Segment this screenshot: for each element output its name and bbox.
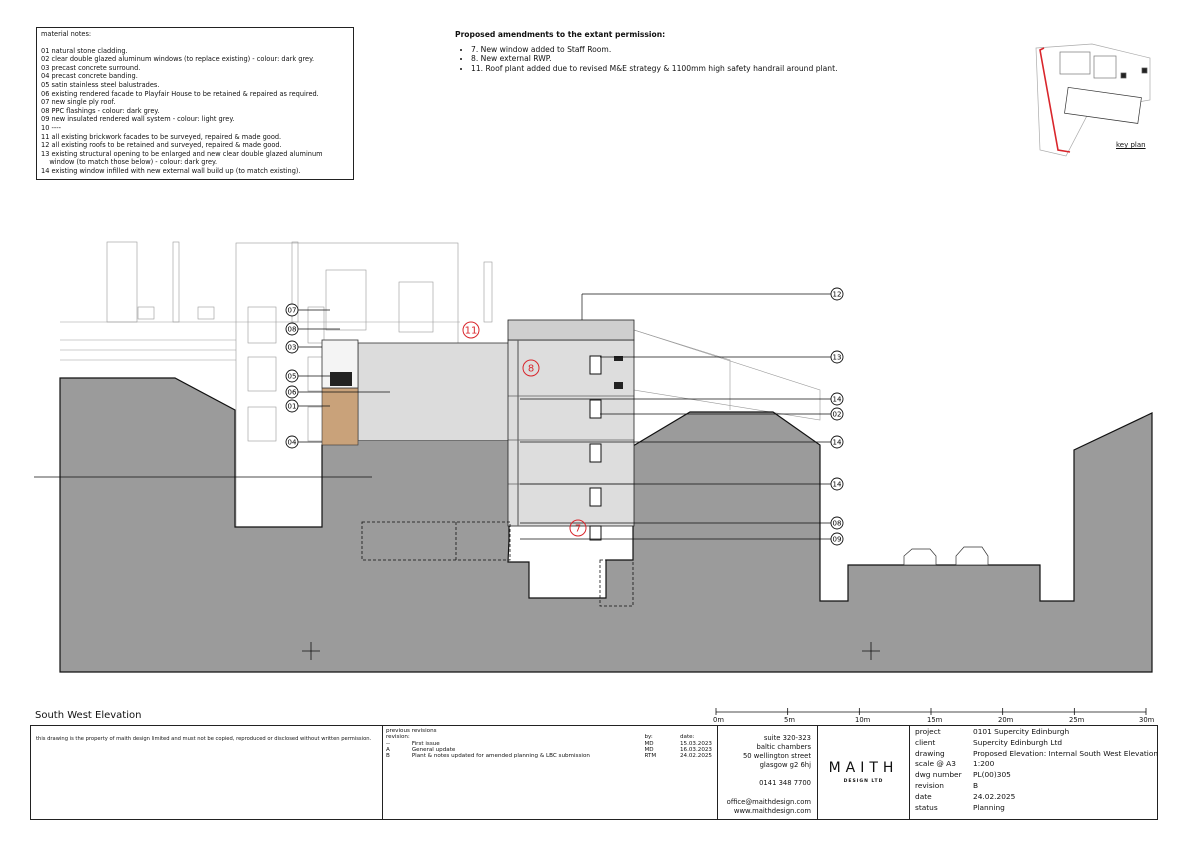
previous-revisions-label: previous revisions (386, 728, 437, 734)
callout-number: 08 (832, 519, 842, 528)
material-note: 03 precast concrete surround. (41, 63, 141, 72)
scale-label: 10m (855, 716, 871, 724)
rev-desc: General update (411, 746, 456, 753)
amendment-callout-number: 11 (464, 325, 478, 337)
rev-desc: Plant & notes updated for amended planning & LBC submission (411, 753, 590, 760)
material-note: 13 existing structural opening to be enlarged and new clear double glazed aluminum (41, 149, 323, 158)
key-plan-label: key plan (1116, 141, 1146, 149)
material-note: 08 PPC flashings - colour: dark grey. (41, 106, 160, 115)
key-plan (1036, 44, 1150, 156)
scale-label: 30m (1139, 716, 1155, 724)
rev-date: 16.03.2023 (679, 746, 712, 753)
amendment-callout-number: 7 (574, 523, 582, 535)
logo-text: MAITH (828, 760, 899, 776)
copyright-disclaimer: this drawing is the property of maith design limited and must not be copied, reproduced or disclosed without written permission. (31, 726, 383, 819)
by-header: by: (644, 734, 653, 741)
info-key: client (915, 737, 936, 747)
revisions-panel (383, 726, 718, 819)
info-key: drawing (915, 748, 945, 758)
info-key: dwg number (915, 770, 962, 780)
revisions-table (386, 734, 714, 759)
info-value: B (973, 780, 979, 790)
info-value: Supercity Edinburgh Ltd (973, 737, 1063, 747)
info-value: 24.02.2025 (973, 791, 1016, 801)
scale-label: 5m (784, 716, 795, 724)
web-link[interactable]: www.maithdesign.com (733, 807, 811, 815)
rendered-facade (358, 343, 510, 440)
rev-desc: First issue (411, 740, 440, 747)
material-note: window (to match those below) - colour: dark grey. (41, 158, 218, 167)
info-value: Planning (973, 802, 1005, 812)
callout-number: 13 (832, 353, 842, 362)
main-building (508, 320, 634, 540)
elevation-title: South West Elevation (35, 710, 142, 721)
material-note: 05 satin stainless steel balustrades. (41, 80, 160, 89)
material-note: 14 existing window infilled with new external wall build up (to match existing). (41, 166, 301, 175)
info-row (915, 727, 1159, 738)
callout-number: 09 (832, 535, 842, 544)
rev-header: revision: (386, 734, 410, 741)
info-row (915, 803, 1159, 814)
info-row (915, 738, 1159, 749)
amendment-item: • 7. New window added to Staff Room. (471, 45, 838, 54)
rev-date: 15.03.2023 (679, 740, 712, 747)
material-notes-title: material notes: (41, 30, 92, 38)
address-line: glasgow g2 6hj (759, 761, 811, 769)
amendments-title: Proposed amendments to the extant permission: (455, 30, 666, 39)
callout-number: 08 (287, 325, 297, 334)
amendment-callout-number: 8 (527, 363, 535, 375)
amendment-item: • 11. Roof plant added due to revised M&E strategy & 1100mm high safety handrail around plant. (471, 64, 838, 73)
date-header: date: (679, 734, 695, 741)
callout-number: 14 (832, 438, 842, 447)
rev-date: 24.02.2025 (679, 753, 712, 760)
info-row (915, 749, 1159, 760)
info-row (915, 781, 1159, 792)
stone-cladding (322, 340, 358, 445)
rev-code: A (386, 746, 390, 753)
rev-code: -- (386, 740, 391, 747)
info-value: Proposed Elevation: Internal South West Elevation (973, 748, 1159, 758)
info-key: project (915, 727, 941, 736)
material-note: 12 all existing roofs to be retained and surveyed, repaired & made good. (41, 141, 282, 150)
email-link[interactable]: office@maithdesign.com (726, 798, 811, 806)
material-note: 01 natural stone cladding. (41, 46, 128, 55)
rev-by: RTM (644, 753, 657, 760)
material-note: 06 existing rendered facade to Playfair House to be retained & repaired as required. (41, 89, 319, 98)
scale-label: 0m (713, 716, 724, 724)
material-note: 11 all existing brickwork facades to be surveyed, repaired & made good. (41, 132, 282, 141)
info-key: status (915, 802, 938, 812)
rev-by: MD (644, 746, 654, 753)
info-value: 0101 Supercity Edinburgh (973, 727, 1070, 736)
scale-label: 20m (998, 716, 1014, 724)
callout-number: 01 (287, 402, 297, 411)
info-key: date (915, 791, 932, 801)
info-key: revision (915, 780, 944, 790)
material-note: 04 precast concrete banding. (41, 72, 138, 81)
material-note: 10 ---- (41, 123, 62, 132)
address-line: 50 wellington street (742, 752, 811, 760)
callout-number: 06 (287, 388, 297, 397)
address-line: suite 320-323 (763, 734, 811, 742)
scale-bar (716, 708, 1146, 715)
rev-by: MD (644, 740, 654, 747)
material-note: 07 new single ply roof. (41, 98, 116, 107)
info-row (915, 759, 1159, 770)
rev-code: B (386, 753, 390, 760)
car-silhouettes (904, 547, 988, 565)
revision-row (386, 753, 714, 759)
info-value: PL(00)305 (973, 770, 1011, 780)
callout-number: 02 (832, 410, 842, 419)
logo-subtext: DESIGN LTD (843, 779, 884, 784)
office-address (718, 726, 818, 819)
material-note: 02 clear double glazed aluminum windows (to replace existing) - colour: dark grey. (41, 55, 315, 64)
callout-number: 14 (832, 480, 842, 489)
info-value: 1:200 (973, 759, 995, 769)
scale-label: 15m (927, 716, 943, 724)
drawing-info (910, 726, 1159, 819)
info-key: scale @ A3 (915, 759, 956, 769)
company-logo (818, 726, 910, 819)
callout-number: 07 (287, 306, 297, 315)
callout-number: 14 (832, 395, 842, 404)
callout-number: 04 (287, 438, 297, 447)
amendment-item: • 8. New external RWP. (471, 54, 838, 63)
material-note: 09 new insulated rendered wall system - colour: light grey. (41, 115, 235, 124)
scale-label: 25m (1069, 716, 1085, 724)
callout-number: 05 (287, 372, 297, 381)
address-line: baltic chambers (756, 743, 811, 751)
info-row (915, 792, 1159, 803)
title-block (30, 725, 1158, 820)
callout-number: 03 (287, 343, 297, 352)
phone: 0141 348 7700 (759, 779, 811, 787)
callout-number: 12 (832, 290, 842, 299)
info-row (915, 770, 1159, 781)
